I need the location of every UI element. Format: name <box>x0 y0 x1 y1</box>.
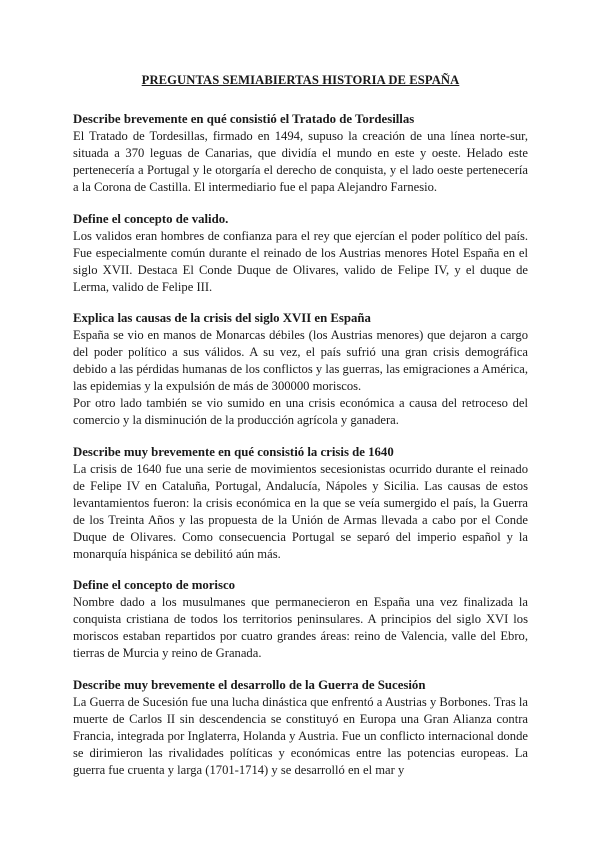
section-heading: Describe muy brevemente en qué consistió la crisis de 1640 <box>73 444 394 459</box>
section-heading: Define el concepto de valido. <box>73 211 229 226</box>
section-paragraph: La crisis de 1640 fue una serie de movimientos secesionistas ocurrido durante el reinado de Felipe IV en Cataluña, Portugal, Andalucía, Nápoles y Sicilia. Las causas de estos levantamientos fueron: la crisis económica en la que se veía sumergido el país, la Guerra de los Treinta Años y las propuesta de la Unión de Armas llevada a cabo por el Conde Duque de Olivares. Como consecuencia Portugal se separó del imperio español y la monarquía hispánica se debilitó aún más. <box>73 461 528 561</box>
section-valido <box>73 211 528 296</box>
section-paragraph: Los validos eran hombres de confianza para el rey que ejercían el poder político del país. Fue especialmente común durante el reinado de los Austrias menores Hotel España en el siglo XVII. Destaca El Conde Duque de Olivares, valido de Felipe IV, y el duque de Lerma, valido de Felipe III. <box>73 228 528 294</box>
section-paragraph: La Guerra de Sucesión fue una lucha dinástica que enfrentó a Austrias y Borbones. Tras la muerte de Carlos II sin descendencia se constituyó en Europa una Gran Alianza contra Francia, integrada por Inglaterra, Holanda y Austria. Fue un conflicto internacional donde se dirimieron las rivalidades políticas y económicas entre las potencias europeas. La guerra fue cruenta y larga (1701-1714) y se desarrolló en el mar y <box>73 694 528 777</box>
section-morisco <box>73 577 528 662</box>
section-heading: Explica las causas de la crisis del siglo XVII en España <box>73 311 371 325</box>
section-paragraph: España se vio en manos de Monarcas débiles (los Austrias menores) que dejaron a cargo del poder político a sus válidos. A su vez, el país sufrió una gran crisis demográfica debido a las pérdidas humanas de los conflictos y las guerras, las emigraciones a América, las epidemias y la expulsión de más de 300000 moriscos. <box>73 328 528 393</box>
section-guerra-sucesion <box>73 677 528 779</box>
section-paragraph: Por otro lado también se vio sumido en una crisis económica a causa del retroceso del comercio y la disminución de la producción agrícola y ganadera. <box>73 396 528 427</box>
section-crisis-siglo-xvii <box>73 310 528 429</box>
section-paragraph: El Tratado de Tordesillas, firmado en 1494, supuso la creación de una línea norte-sur, situada a 370 leguas de Canarias, que dividía el mundo en este y oeste. Helado este pertenecería a Portugal y le otorgaría el derecho de conquista, y el lado oeste pertenecería a la Corona de Castilla. El intermediario fue el papa Alejandro Farnesio. <box>73 129 528 194</box>
section-heading: Describe brevemente en qué consistió el Tratado de Tordesillas <box>73 112 415 126</box>
section-paragraph: Nombre dado a los musulmanes que permanecieron en España una vez finalizada la conquista cristiana de todos los territorios peninsulares. A principios del siglo XVI los moriscos estaban repartidos por cuatro grandes áreas: reino de Valencia, valle del Ebro, tierras de Murcia y reino de Granada. <box>73 595 528 660</box>
section-heading: Define el concepto de morisco <box>73 578 236 592</box>
section-tordesillas <box>73 111 528 196</box>
document-title: PREGUNTAS SEMIABIERTAS HISTORIA DE ESPAÑA <box>141 73 460 87</box>
section-crisis-1640 <box>73 444 528 563</box>
section-heading: Describe muy brevemente el desarrollo de la Guerra de Sucesión <box>73 677 426 692</box>
